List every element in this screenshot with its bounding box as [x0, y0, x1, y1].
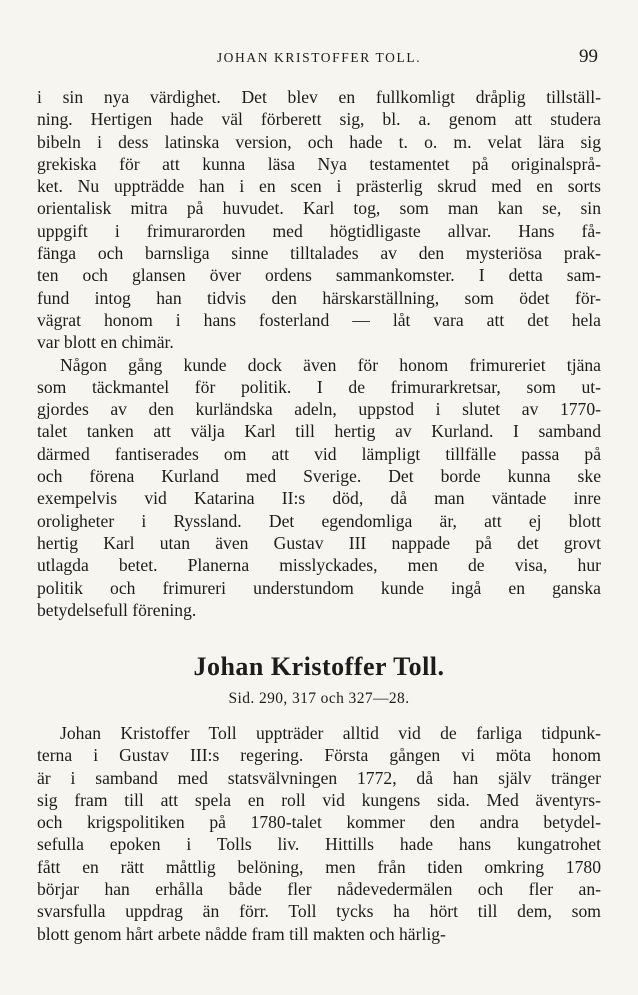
body-text-bottom [37, 722, 601, 945]
text-line: politik och frimureri understundom kunde ingå en ganska [37, 577, 601, 598]
body-text-top [37, 86, 601, 621]
text-line: grekiska för att kunna läsa Nya testamentet på originalsprå- [37, 153, 601, 174]
page-number: 99 [579, 46, 598, 67]
text-line: sefulla epoken i Tolls liv. Hittills hade hans kungatrohet [37, 834, 601, 855]
text-line: och förena Kurland med Sverige. Det borde kunna ske [37, 466, 601, 487]
text-line: i sin nya värdighet. Det blev en fullkomligt dråplig tillställ- [37, 87, 601, 107]
text-line: oroligheter i Ryssland. Det egendomliga är, att ej blott [37, 510, 601, 531]
text-line: Johan Kristoffer Toll uppträder alltid vid de farliga tidpunk- [60, 723, 601, 743]
text-line: talet tanken att välja Karl till hertig av Kurland. I samband [37, 421, 601, 442]
paragraph [37, 354, 601, 622]
text-line: och krigspolitiken på 1780-talet kommer den andra betydel- [37, 812, 601, 833]
running-title: JOHAN KRISTOFFER TOLL. [216, 50, 422, 65]
text-line: bibeln i dess latinska version, och hade t. o. m. velat lära sig [37, 131, 601, 152]
text-line: terna i Gustav III:s regering. Första gången vi möta honom [37, 745, 601, 766]
text-line: gjordes av den kurländska adeln, uppstod i slutet av 1770- [37, 399, 601, 420]
text-line: ket. Nu uppträdde han i en scen i prästerlig skrud med en sorts [37, 176, 601, 197]
text-line: vägrat honom i hans fosterland — låt vara att det hela [37, 309, 601, 330]
text-line: fått en rätt måttlig belöning, men från tiden omkring 1780 [37, 856, 601, 877]
text-line: därmed fantiserades om att vid lämpligt tillfälle passa på [37, 443, 601, 464]
text-line: var blott en chimär. [37, 332, 174, 353]
text-line: fänga och barnsliga sinne tilltalades av den mysteriösa prak- [37, 243, 601, 264]
text-line: blott genom hårt arbete nådde fram till makten och härlig- [37, 923, 446, 944]
section-reference: Sid. 290, 317 och 327—28. [228, 690, 410, 707]
text-line: är i samband med statsvälvningen 1772, då han själv tränger [37, 767, 601, 788]
text-line: sig fram till att spela en roll vid kungens sida. Med äventyrs- [37, 789, 601, 810]
text-line: exempelvis vid Katarina II:s död, då man väntade inre [37, 488, 601, 509]
text-line: uppgift i frimurarorden med högtidligaste allvar. Hans få- [37, 220, 601, 241]
text-line: betydelsefull förening. [37, 599, 197, 620]
paragraph [37, 86, 601, 354]
text-line: hertig Karl utan även Gustav III nappade på det grovt [37, 532, 601, 553]
text-line: som täckmantel för politik. I de frimurarkretsar, som ut- [37, 376, 601, 397]
text-line: ten och glansen över ordens sammankomster. I detta sam- [37, 265, 601, 286]
text-line: fund intog han tidvis den härskarställning, som ödet för- [37, 287, 601, 308]
text-line: orientalisk mitra på huvudet. Karl tog, som man kan se, sin [37, 198, 601, 219]
text-line: ning. Hertigen hade väl förberett sig, bl. a. genom att studera [37, 109, 601, 130]
text-line: börjar han erhålla både fler nådevedermälen och fler an- [37, 879, 601, 900]
text-line: svarsfulla uppdrag än förr. Toll tycks ha hört till dem, som [37, 901, 601, 922]
section-title: Johan Kristoffer Toll. [193, 652, 445, 681]
page-header [36, 46, 602, 74]
paragraph [37, 722, 601, 945]
text-line: utlagda betet. Planerna misslyckades, men de visa, hur [37, 555, 601, 576]
text-line: Någon gång kunde dock även för honom frimureriet tjäna [60, 354, 601, 375]
